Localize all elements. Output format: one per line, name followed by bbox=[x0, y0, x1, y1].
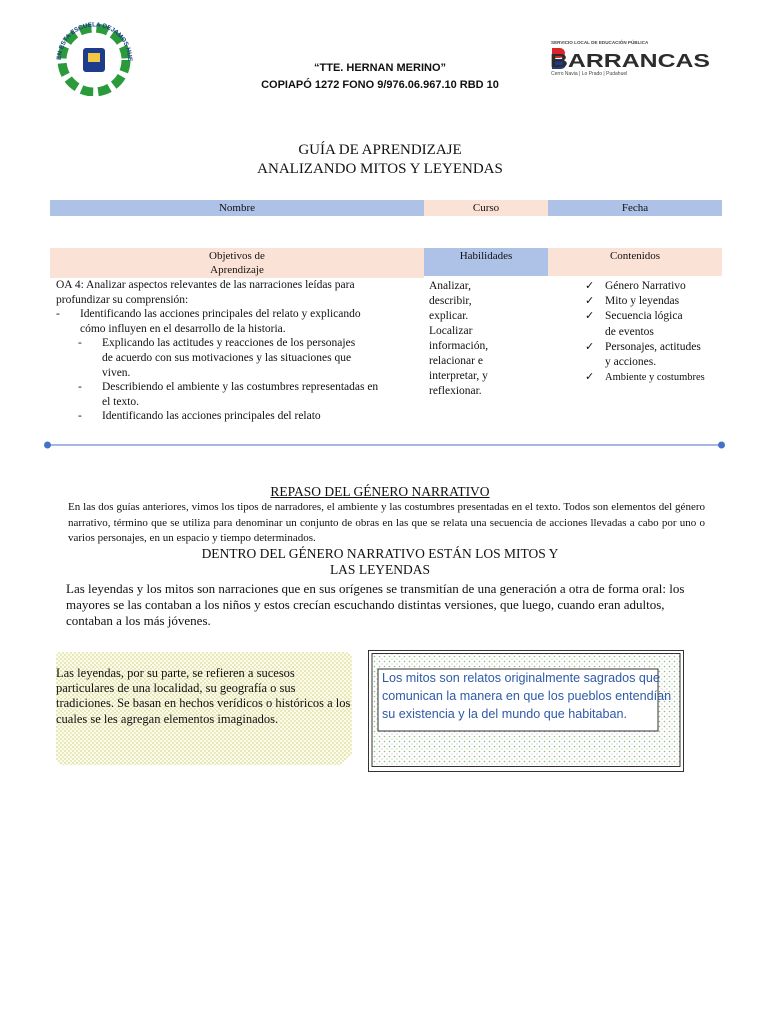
objective-line: - Explicando las actitudes y reacciones de los personajes bbox=[78, 337, 356, 350]
school-logo bbox=[47, 20, 142, 96]
contenidos-list bbox=[585, 279, 720, 385]
contenido-text: Secuencia lógica bbox=[605, 310, 683, 323]
habilidad-item: interpretar, y bbox=[429, 370, 488, 382]
header-objetivos bbox=[50, 248, 424, 278]
habilidad-item: relacionar e bbox=[429, 355, 483, 367]
objective-line: - Identificando las acciones principales del relato y explicando bbox=[56, 308, 361, 321]
main-paragraph: Las leyendas y los mitos son narraciones que en sus orígenes se transmitían de una generación a otra de forma oral: los mayores se las contaban a los niños y estos crecían escuchando distintas versiones, que luego, cuando eran adultos, contaban a los más jóvenes. bbox=[66, 581, 685, 628]
header-contenidos: Contenidos bbox=[548, 248, 722, 276]
gov-logo-small: SERVICIO LOCAL DE EDUCACIÓN PÚBLICA bbox=[551, 40, 649, 45]
objective-line: viven. bbox=[102, 366, 131, 379]
guide-title-line2: ANALIZANDO MITOS Y LEYENDAS bbox=[257, 161, 503, 177]
contenido-item bbox=[585, 309, 720, 339]
checkmark-icon: ✓ bbox=[585, 310, 595, 323]
checkmark-icon: ✓ bbox=[585, 295, 595, 308]
objective-line: OA 4: Analizar aspectos relevantes de las narraciones leídas para bbox=[56, 279, 355, 291]
contenido-item bbox=[585, 279, 720, 294]
header-habilidades: Habilidades bbox=[424, 248, 548, 276]
habilidades-list bbox=[429, 279, 519, 399]
habilidad-item: información, bbox=[429, 340, 489, 352]
contenido-text: Género Narrativo bbox=[605, 280, 686, 292]
objectives-text bbox=[56, 278, 416, 428]
sub-heading-line1: DENTRO DEL GÉNERO NARRATIVO ESTÁN LOS MITOS Y bbox=[201, 546, 559, 561]
contenido-text: de eventos bbox=[605, 325, 654, 338]
guide-title-line1: GUÍA DE APRENDIZAJE bbox=[298, 142, 462, 158]
contenido-item bbox=[585, 340, 720, 370]
contenido-text: Personajes, actitudes bbox=[605, 340, 701, 353]
checkmark-icon: ✓ bbox=[585, 371, 595, 384]
habilidad-item: describir, bbox=[429, 295, 472, 307]
leyendas-text: Las leyendas, por su parte, se refieren a sucesos particulares de una localidad, su geografía o sus tradiciones. Se basan en hechos verídicos o históricos a los cuales se les agregan elementos imaginados. bbox=[56, 666, 351, 726]
contenido-text: y acciones. bbox=[605, 356, 657, 369]
mitos-text: Los mitos son relatos originalmente sagrados que comunican la manera en que los pueblos entendían su existencia y la del mundo que habitaban. bbox=[382, 671, 672, 721]
objective-line: cómo influyen en el desarrollo de la historia. bbox=[80, 322, 286, 335]
objective-line: - Describiendo el ambiente y las costumbres representadas en bbox=[78, 381, 379, 394]
habilidad-item: Localizar bbox=[429, 325, 473, 337]
header-objetivos-line1: Objetivos de bbox=[209, 250, 265, 262]
sub-heading bbox=[150, 546, 610, 577]
school-logo-text: EN ESTA ESCUELA DEJAMOS HUE bbox=[55, 21, 134, 62]
objective-line: el texto. bbox=[102, 395, 140, 408]
objective-line: profundizar su comprensión: bbox=[56, 293, 189, 306]
checkmark-icon: ✓ bbox=[585, 340, 595, 353]
gov-logo-main: BARRANCAS bbox=[550, 50, 710, 71]
gov-logo bbox=[548, 38, 718, 78]
guide-title bbox=[180, 141, 580, 179]
objective-line: - Identificando las acciones principales del relato bbox=[78, 410, 321, 423]
checkmark-icon: ✓ bbox=[585, 280, 595, 292]
habilidad-item: reflexionar. bbox=[429, 385, 482, 397]
school-name: “TTE. HERNAN MERINO” bbox=[314, 62, 446, 74]
section-heading: REPASO DEL GÉNERO NARRATIVO bbox=[270, 484, 490, 499]
contenido-text: Ambiente y costumbres bbox=[605, 372, 705, 384]
header-fecha: Fecha bbox=[548, 200, 722, 216]
habilidad-item: Analizar, bbox=[429, 280, 472, 292]
sub-heading-line2: LAS LEYENDAS bbox=[329, 561, 431, 577]
gov-logo-sub: Cerro Navia | Lo Prado | Pudahuel bbox=[551, 71, 628, 77]
objective-line: de acuerdo con sus motivaciones y las situaciones que bbox=[102, 352, 352, 364]
contenido-text: Mito y leyendas bbox=[605, 295, 680, 308]
contenido-item bbox=[585, 370, 720, 385]
header-nombre: Nombre bbox=[50, 200, 424, 216]
header-curso: Curso bbox=[424, 200, 548, 216]
header-objetivos-line2: Aprendizaje bbox=[210, 264, 264, 276]
school-address: COPIAPÓ 1272 FONO 9/976.06.967.10 RBD 10 bbox=[261, 79, 499, 91]
contenido-item bbox=[585, 294, 720, 309]
intro-paragraph: En las dos guías anteriores, vimos los tipos de narradores, el ambiente y las costumbres presentadas en el texto. Todos son elementos del género narrativo, término que se utiliza para denominar un conjunto de obras en las que se relata una secuencia de acciones llevadas a cabo por uno o varios personajes, en un espacio y tiempo determinados. bbox=[68, 501, 705, 544]
divider-line bbox=[44, 437, 725, 447]
habilidad-item: explicar. bbox=[429, 310, 469, 322]
